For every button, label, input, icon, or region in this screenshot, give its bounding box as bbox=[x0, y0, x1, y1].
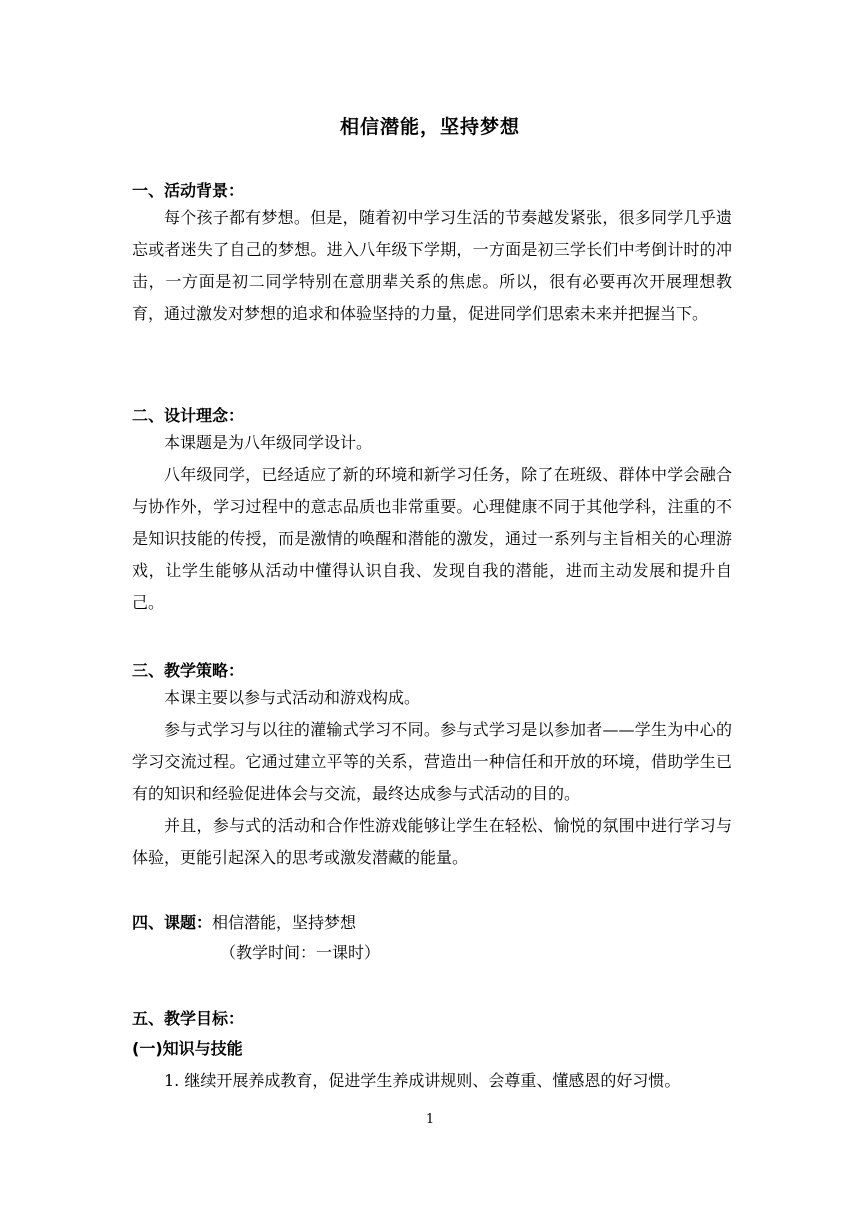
section-heading-background: 一、活动背景： bbox=[132, 181, 245, 200]
topic-label: 四、课题： bbox=[132, 913, 213, 932]
section-heading-topic bbox=[132, 910, 356, 933]
strategy-paragraph-1: 本课主要以参与式活动和游戏构成。 bbox=[164, 688, 421, 707]
section-heading-objectives: 五、教学目标： bbox=[132, 1009, 245, 1028]
design-paragraph-1: 本课题是为八年级同学设计。 bbox=[164, 433, 373, 452]
subheading-knowledge-skills: (一)知识与技能 bbox=[132, 1039, 243, 1058]
page-number: 1 bbox=[425, 1112, 435, 1127]
document-title: 相信潜能，坚持梦想 bbox=[339, 116, 520, 138]
strategy-paragraph-2: 参与式学习与以往的灌输式学习不同。参与式学习是以参加者——学生为中心的学习交流过程。它通过建立平等的关系，营造出一种信任和开放的环境，借助学生已有的知识和经验促进体会与交流，最终达成参与式活动的目的。 bbox=[132, 720, 732, 803]
topic-value: 相信潜能，坚持梦想 bbox=[212, 913, 357, 932]
objective-item-1: 1. 继续开展养成教育，促进学生养成讲规则、会尊重、懂感恩的好习惯。 bbox=[164, 1071, 681, 1090]
teaching-time: （教学时间：一课时） bbox=[220, 943, 381, 962]
section-heading-design: 二、设计理念： bbox=[132, 406, 245, 425]
background-paragraph: 每个孩子都有梦想。但是，随着初中学习生活的节奏越发紧张，很多同学几乎遗忘或者迷失了自己的梦想。进入八年级下学期，一方面是初三学长们中考倒计时的冲击，一方面是初二同学特别在意朋辈关系的焦虑。所以，很有必要再次开展理想教育，通过激发对梦想的追求和体验坚持的力量，促进同学们思索未来并把握当下。 bbox=[132, 208, 732, 323]
design-paragraph-2: 八年级同学，已经适应了新的环境和新学习任务，除了在班级、群体中学会融合与协作外，学习过程中的意志品质也非常重要。心理健康不同于其他学科，注重的不是知识技能的传授，而是激情的唤醒和潜能的激发，通过一系列与主旨相关的心理游戏，让学生能够从活动中懂得认识自我、发现自我的潜能，进而主动发展和提升自己。 bbox=[132, 465, 732, 612]
section-heading-strategy: 三、教学策略： bbox=[132, 661, 245, 680]
strategy-paragraph-3: 并且，参与式的活动和合作性游戏能够让学生在轻松、愉悦的氛围中进行学习与体验，更能引起深入的思考或激发潜藏的能量。 bbox=[132, 816, 732, 867]
